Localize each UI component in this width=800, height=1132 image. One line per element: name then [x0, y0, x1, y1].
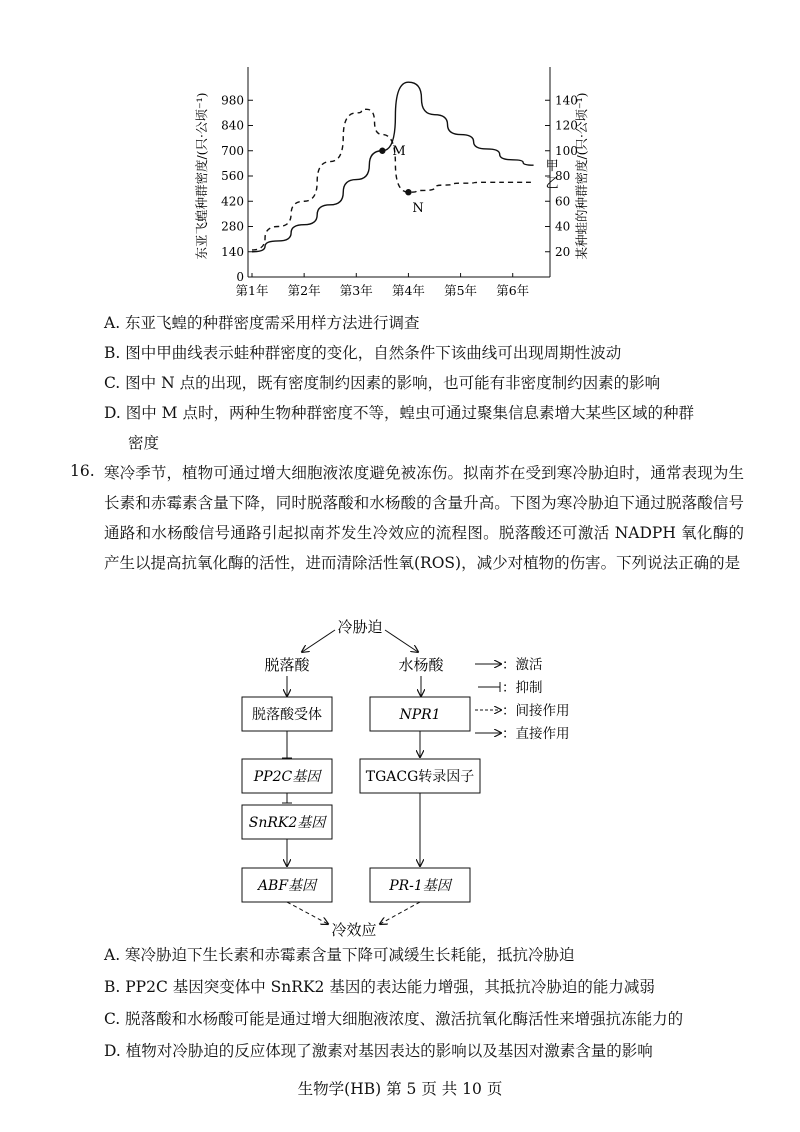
population-chart [190, 55, 630, 310]
x-tick-label: 第5年 [444, 283, 478, 298]
box-npr1-text: NPR1 [399, 707, 441, 723]
y-left-tick-label: 420 [221, 194, 244, 209]
y-left-tick-label: 700 [221, 143, 244, 158]
page-footer: 生物学(HB) 第 5 页 共 10 页 [297, 1080, 503, 1098]
series-line-1 [252, 109, 534, 250]
y-right-tick-label: 60 [555, 194, 571, 209]
y-left-tick-label: 980 [221, 93, 244, 108]
q16-number: 16. [70, 462, 95, 480]
q15-option-c: C. 图中 N 点的出现，既有密度制约因素的影响，也可能有非密度制约因素的影响 [104, 374, 661, 392]
point-M [379, 148, 385, 154]
q16-option-b: B. PP2C 基因突变体中 SnRK2 基因的表达能力增强，其抵抗冷胁迫的能力减弱 [104, 978, 655, 996]
y-right-tick-label: 20 [555, 244, 571, 259]
q15-option-b: B. 图中甲曲线表示蛙种群密度的变化，自然条件下该曲线可出现周期性波动 [104, 344, 622, 362]
y-right-tick-label: 100 [555, 143, 578, 158]
series-label-1: 乙 [545, 176, 559, 192]
y-right-tick-label: 40 [555, 219, 571, 234]
y-left-tick-label: 0 [236, 270, 244, 284]
y-right-tick-label: 140 [555, 93, 578, 108]
box-pp2c-text: PP2C基因 [253, 769, 321, 785]
point-N [405, 189, 411, 195]
box-tgacg-text: TGACG转录因子 [365, 769, 475, 785]
y-left-label: 东亚飞蝗种群密度/(只·公顷⁻¹) [194, 92, 209, 260]
point-label-M: M [392, 143, 406, 159]
flow-left-head: 脱落酸 [264, 656, 310, 674]
x-tick-label: 第6年 [496, 283, 530, 298]
q15-option-a: A. 东亚飞蝗的种群密度需采用样方法进行调查 [104, 314, 420, 332]
series-line-0 [252, 82, 534, 252]
y-left-tick-label: 280 [221, 219, 244, 234]
x-tick-label: 第1年 [235, 283, 269, 298]
legend-direct: ：直接作用 [502, 726, 570, 742]
y-right-tick-label: 80 [555, 169, 571, 183]
point-label-N: N [412, 201, 424, 217]
x-tick-label: 第3年 [339, 283, 373, 298]
box-abf-text: ABF基因 [257, 878, 317, 894]
x-tick-label: 第4年 [391, 283, 425, 298]
x-tick-label: 第2年 [287, 283, 321, 298]
flow-bottom-label: 冷效应 [331, 921, 377, 939]
box-snrk2-text: SnRK2基因 [248, 815, 326, 831]
series-label-0: 甲 [545, 159, 559, 175]
y-right-tick-label: 120 [555, 118, 578, 133]
q16-stem: 寒冷季节，植物可通过增大细胞液浓度避免被冻伤。拟南芥在受到寒冷胁迫时，通常表现为生长素和赤霉素含量下降，同时脱落酸和水杨酸的含量升高。下图为寒冷胁迫下通过脱落酸信号通路和水杨酸信号通路引起拟南芥发生冷效应的流程图。脱落酸还可激活 NADPH 氧化酶的产生以提高抗氧化酶的活性，进而清除活性氧(ROS)，减少对植物的伤害。下列说法正确的是 [104, 464, 744, 572]
y-left-tick-label: 840 [221, 118, 244, 133]
q16-option-c: C. 脱落酸和水杨酸可能是通过增大细胞液浓度、激活抗氧化酶活性来增强抗冻能力的 [104, 1010, 684, 1028]
legend-activate: ：激活 [502, 657, 543, 673]
legend-inhibit: ：抑制 [502, 680, 543, 696]
q16-option-d: D. 植物对冷胁迫的反应体现了激素对基因表达的影响以及基因对激素含量的影响 [104, 1042, 653, 1060]
y-right-label: 某种蛙的种群密度/(只·公顷⁻¹) [574, 92, 589, 260]
legend-indirect: ：间接作用 [502, 703, 570, 719]
q15-option-d-cont: 密度 [128, 434, 160, 452]
flow-right-head: 水杨酸 [398, 656, 444, 674]
box-aba-receptor-text: 脱落酸受体 [252, 707, 322, 723]
cold-stress-flowchart [220, 612, 600, 942]
q16-option-a: A. 寒冷胁迫下生长素和赤霉素含量下降可减缓生长耗能，抵抗冷胁迫 [104, 946, 575, 964]
q15-option-d: D. 图中 M 点时，两种生物种群密度不等，蝗虫可通过聚集信息素增大某些区域的种群 [104, 404, 694, 422]
box-pr1-text: PR-1基因 [389, 878, 451, 894]
flow-top-label: 冷胁迫 [337, 618, 383, 636]
y-left-tick-label: 560 [221, 169, 244, 183]
y-left-tick-label: 140 [221, 244, 244, 259]
